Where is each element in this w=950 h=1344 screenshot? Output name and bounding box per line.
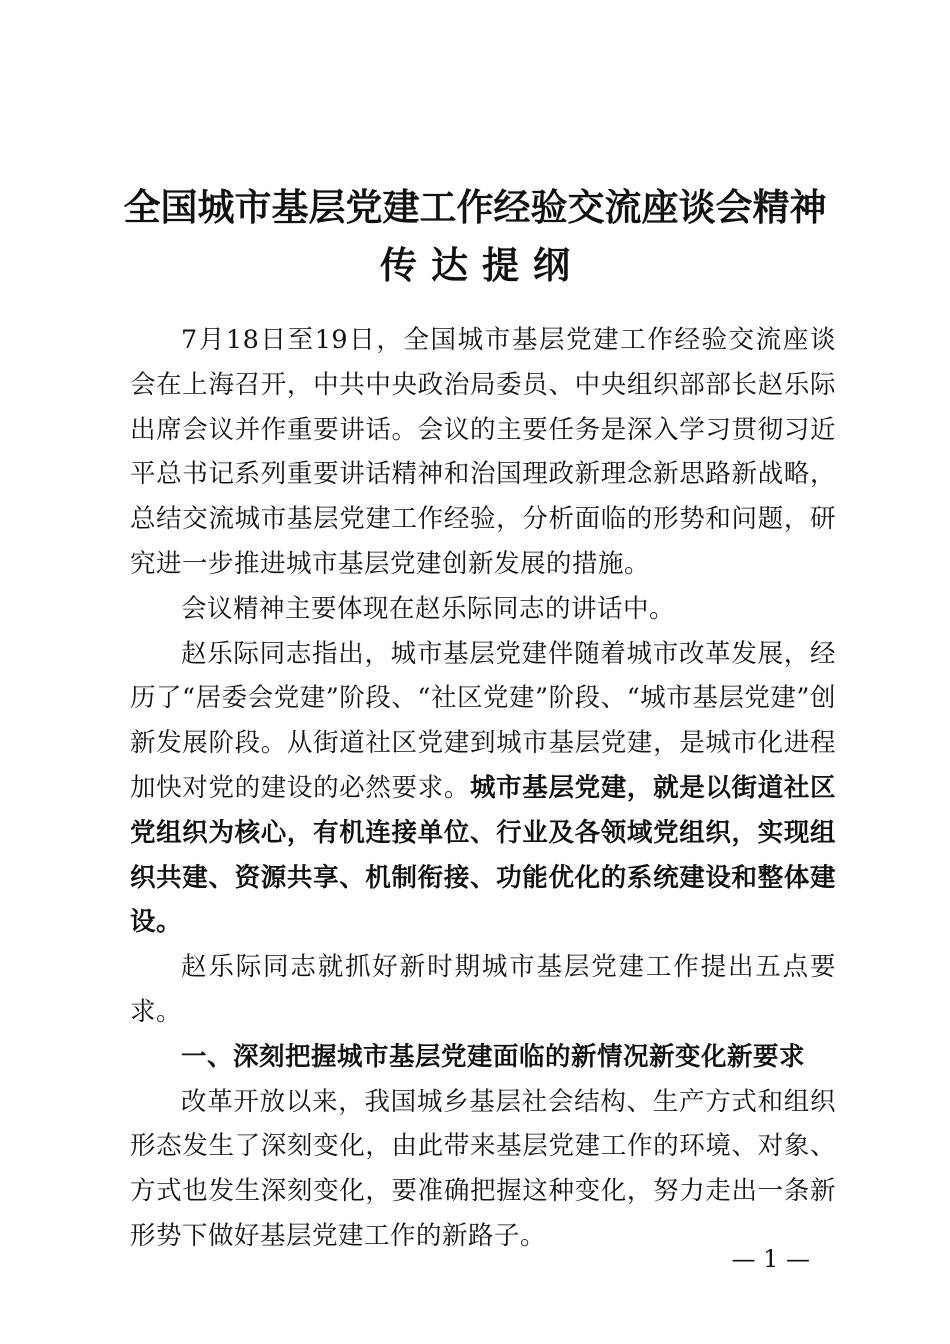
paragraph-5: 改革开放以来，我国城乡基层社会结构、生产方式和组织形态发生了深刻变化，由此带来基层党建工作的环境、对象、方式也发生深刻变化，要准确把握这种变化，努力走出一条新形势下做好基层党建工作的新路子。: [130, 1086, 836, 1251]
paragraph-3-text: 赵乐际同志指出，城市基层党建伴随着城市改革发展，经历了“居委会党建”阶段、“社区党建”阶段、“城市基层党建”创新发展阶段。从街道社区党建到城市基层党建，是城市化进程加快对党的建设的必然要求。: [130, 638, 836, 803]
paragraph-3-bold-text: 城市基层党建，就是以街道社区党组织为核心，有机连接单位、行业及各领域党组织，实现组织共建、资源共享、机制衔接、功能优化的系统建设和整体建设。: [130, 772, 836, 938]
paragraph-3: [130, 632, 836, 946]
document-title-line2: 传达提纲: [380, 243, 584, 287]
document-title-line1: 全国城市基层党建工作经验交流座谈会精神: [123, 185, 827, 229]
paragraph-2: 会议精神主要体现在赵乐际同志的讲话中。: [181, 593, 676, 624]
document-body: [130, 318, 836, 1259]
page-number: — 1 —: [731, 1245, 810, 1273]
paragraph-4: 赵乐际同志就抓好新时期城市基层党建工作提出五点要求。: [130, 952, 836, 1027]
section-heading-1: 一、深刻把握城市基层党建面临的新情况新变化新要求: [181, 1041, 806, 1072]
paragraph-1: 7月18日至19日，全国城市基层党建工作经验交流座谈会在上海召开，中共中央政治局委员、中央组织部部长赵乐际出席会议并作重要讲话。会议的主要任务是深入学习贯彻习近平总书记系列重要讲话精神和治国理政新理念新思路新战略，总结交流城市基层党建工作经验，分析面临的形势和问题，研究进一步推进城市基层党建创新发展的措施。: [130, 325, 836, 579]
